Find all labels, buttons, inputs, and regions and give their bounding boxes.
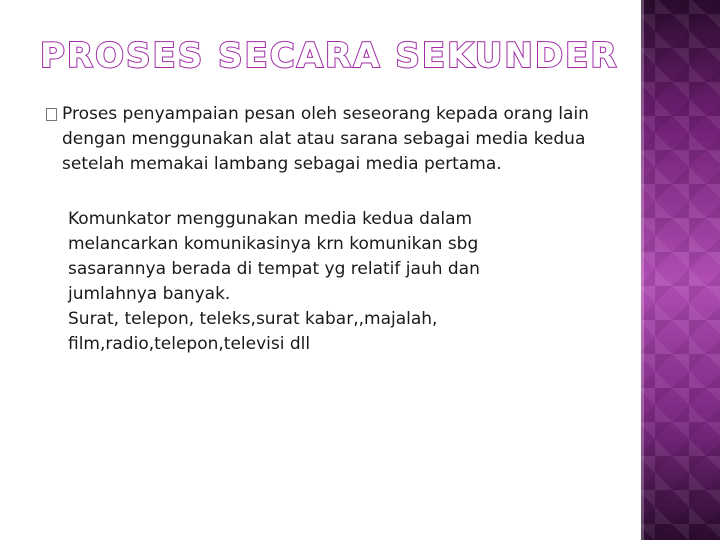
paragraph-line: Komunkator menggunakan media kedua dalam [68,209,473,229]
band-edge [641,0,644,540]
slide-title: PROSES SECARA SEKUNDER [40,36,619,76]
paragraph-line: sasarannya berada di tempat yg relatif jauh dan [68,259,480,279]
bullet-text: Proses penyampaian pesan oleh seseorang kepada orang lain dengan menggunakan alat atau sarana sebagai media kedua setelah memakai lambang sebagai media pertama. [62,104,589,174]
paragraph-line: jumlahnya banyak. [68,284,231,304]
paragraph-line: Surat, telepon, teleks,surat kabar,,majalah, [68,309,438,329]
paragraph-line: film,radio,telepon,televisi dll [68,334,311,354]
decorative-side-band [641,0,720,540]
body-paragraph [68,207,528,357]
paragraph-line: melancarkan komunikasinya krn komunikan sbg [68,234,479,254]
bullet-box-icon [46,108,57,121]
diamond-pattern [641,0,720,540]
